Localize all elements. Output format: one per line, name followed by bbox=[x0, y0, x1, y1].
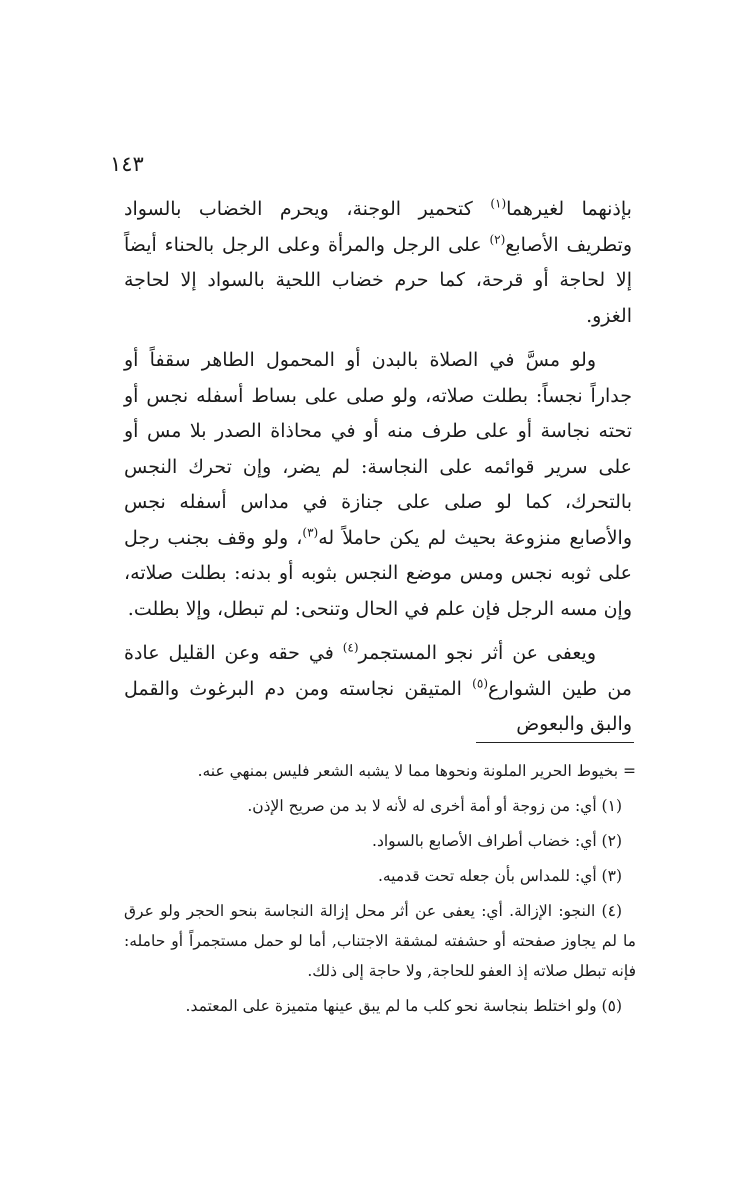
page-number: ١٤٣ bbox=[110, 152, 144, 176]
footnote: (٥) ولو اختلط بنجاسة نحو كلب ما لم يبق عينها متميزة على المعتمد. bbox=[185, 997, 622, 1015]
footnote-marker: (٤) bbox=[342, 640, 359, 655]
footnote: (٣) أي: للمداس بأن جعله تحت قدميه. bbox=[377, 867, 622, 885]
footnotes bbox=[124, 756, 636, 1026]
footnote-marker: (٣) bbox=[302, 525, 319, 540]
footnote-divider bbox=[476, 742, 634, 743]
footnote-marker: (٢) bbox=[489, 232, 506, 247]
footnote-marker: (٥) bbox=[472, 676, 488, 691]
paragraph: ولو مسَّ في الصلاة بالبدن أو المحمول الطاهر سقفاً أو جداراً نجساً: بطلت صلاته، ولو صلى على بساط أسفله نجس أو تحته نجاسة أو على طرف منه أو في محاذاة الصدر بلا مس أو على سرير قوائمه على النجاسة: لم يضر، وإن تحرك النجس بالتحرك، كما لو صلى على جنازة في مداس أسفله نجس والأصابع منزوعة بحيث لم يكن حاملاً له$^{(٣)}$، ولو وقف بجنب رجل على ثوبه نجس ومس موضع النجس بثوبه أو بدنه: بطلت صلاته، وإن مسه الرجل فإن علم في الحال وتنحى: لم تبطل، وإلا بطلت. bbox=[124, 349, 633, 620]
main-text bbox=[124, 192, 632, 752]
footnote-continuation: = بخيوط الحرير الملونة ونحوها مما لا يشبه الشعر فليس بمنهي عنه. bbox=[197, 762, 636, 780]
footnote: (٤) النجو: الإزالة. أي: يعفى عن أثر محل إزالة النجاسة بنحو الحجر ولو عرق ما لم يجاوز صفحته أو حشفته لمشقة الاجتناب, أما لو حمل مستجمراً أو حامله: فإنه تبطل صلاته إذ العفو للحاجة, ولا حاجة إلى ذلك. bbox=[124, 902, 636, 980]
paragraph: بإذنهما لغيرهما$^{(١)}$ كتحمير الوجنة، ويحرم الخضاب بالسواد وتطريف الأصابع$^{(٢)}$ على الرجل والمرأة وعلى الرجل بالحناء أيضاً إلا لحاجة أو قرحة، كما حرم خضاب اللحية بالسواد إلا لحاجة الغزو. bbox=[124, 196, 632, 327]
footnote: (٢) أي: خضاب أطراف الأصابع بالسواد. bbox=[372, 832, 622, 850]
footnote: (١) أي: من زوجة أو أمة أخرى له لأنه لا بد من صريح الإذن. bbox=[247, 797, 622, 815]
paragraph: ويعفى عن أثر نجو المستجمر$^{(٤)}$ في حقه وعن القليل عادة من طين الشوارع$^{(٥)}$ المتيقن نجاسته ومن دم البرغوث والقمل والبق والبعوض bbox=[124, 640, 632, 735]
footnote-marker: (١) bbox=[490, 196, 507, 211]
